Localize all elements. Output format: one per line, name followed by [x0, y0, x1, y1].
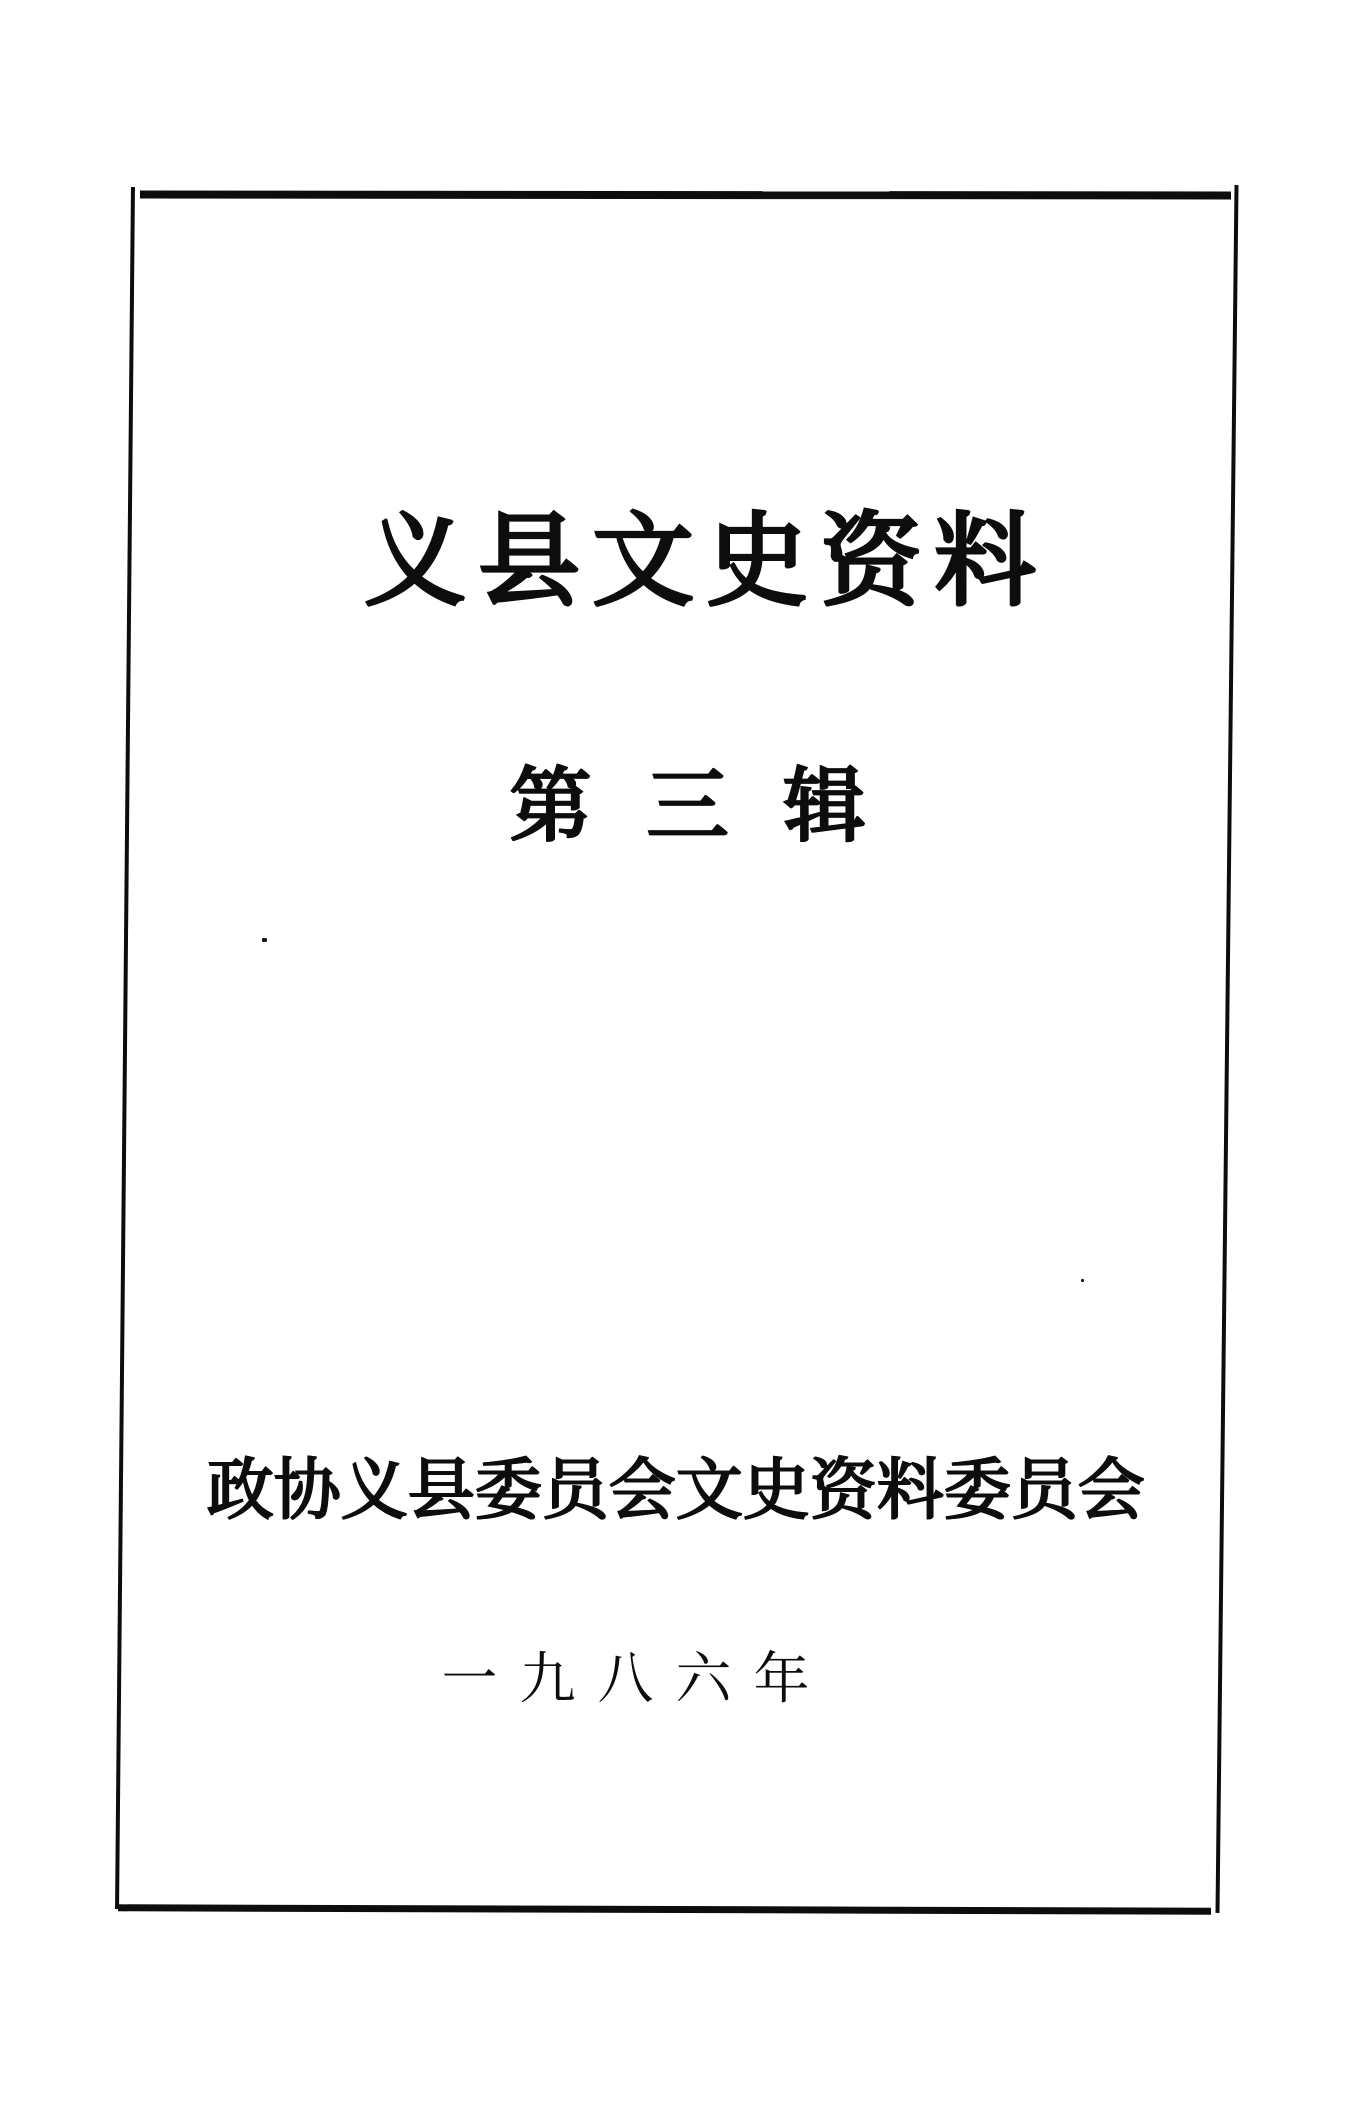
publisher-line: 政协义县委员会文史资料委员会 — [206, 1454, 1145, 1528]
volume-label: 第三辑 — [508, 761, 920, 852]
book-title: 义县文史资料 — [363, 506, 1048, 619]
cover-border-left — [115, 187, 135, 1909]
cover-border-bottom — [118, 1904, 1211, 1914]
ink-speck — [1081, 1279, 1084, 1282]
cover-border-top — [140, 191, 1231, 200]
ink-speck — [262, 938, 267, 942]
publication-year: 一九八六年 — [441, 1649, 832, 1711]
